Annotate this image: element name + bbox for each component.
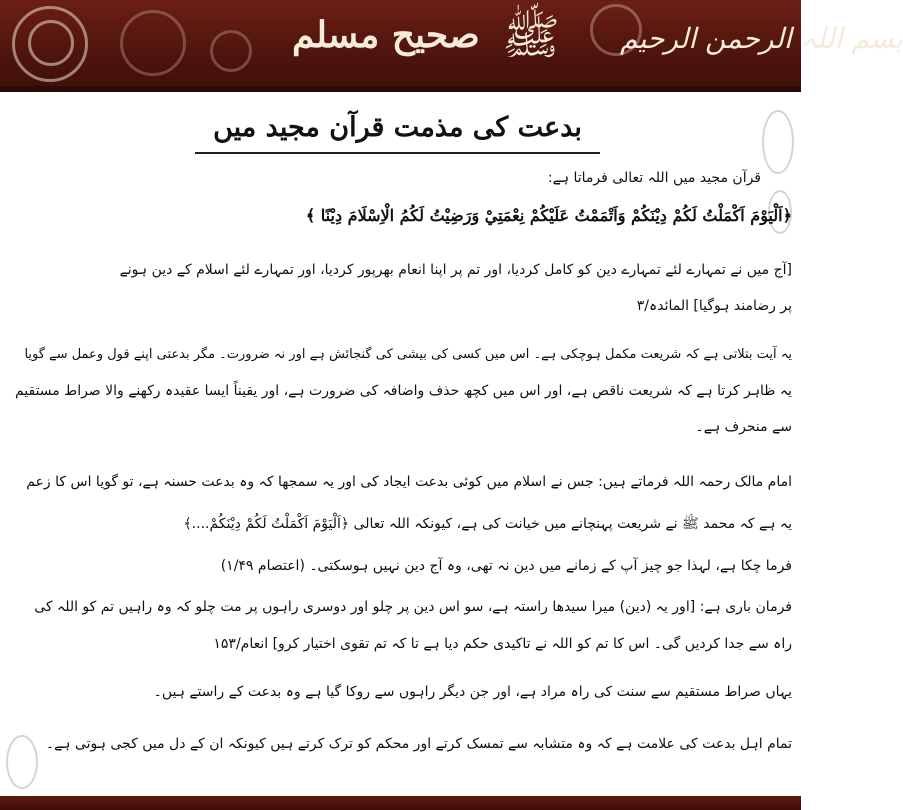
header-banner <box>0 0 903 92</box>
header-divider <box>0 86 801 92</box>
text-line: یہ آیت بتلاتی ہے کہ شریعت مکمل ہوچکی ہے۔ اس میں کسی کی بیشی کی گنجائش ہے اور نہ ضرورت۔ مگر بدعتی اپنے قول وعمل سے گویا <box>24 347 792 362</box>
title-underline <box>195 152 600 154</box>
footer-band <box>0 796 801 810</box>
page-title: بدعت کی مذمت قرآن مجید میں <box>213 112 582 143</box>
calligraphy-bismillah: بسم اللہ الرحمن الرحیم <box>620 22 903 55</box>
calligraphy-salawat: ﷺ <box>502 9 560 65</box>
text-line: راہ سے جدا کردیں گی۔ اس کا تم کو اللہ نے تاکیدی حکم دیا ہے تا کہ تم تقوی اختیار کرو] انعام/۱۵۳ <box>213 636 792 652</box>
swirl-ornament <box>28 20 74 66</box>
swirl-ornament <box>210 30 252 72</box>
text-line: قرآن مجید میں اللہ تعالی فرماتا ہے: <box>547 170 761 186</box>
text-line: یہاں صراط مستقیم سے سنت کی راہ مراد ہے، اور جن دیگر راہوں سے روکا گیا ہے وہ بدعت کے راستے ہیں۔ <box>153 684 792 700</box>
text-line: یہ ہے کہ محمد ﷺ نے شریعت پہنچانے میں خیانت کی ہے، کیونکہ اللہ تعالی ﴿اَلْيَوْمَ اَكْمَلْتُ لَكُمْ دِيْنَكُمْ....﴾ <box>183 516 792 532</box>
text-line: تمام اہل بدعت کی علامت ہے کہ وہ متشابہ سے تمسک کرتے اور محکم کو ترک کرتے ہیں کیونکہ ان کے دل میں کجی ہوتی ہے۔ <box>45 736 792 752</box>
text-line: فرمان باری ہے: [اور یہ (دین) میرا سیدھا راستہ ہے، سو اس دین پر چلو اور دوسری راہوں پر مت چلو کہ وہ راہیں تم کو اللہ کی <box>34 599 792 615</box>
calligraphy-sahih-muslim: صحیح مسلم <box>292 14 480 56</box>
swirl-ornament <box>120 10 186 76</box>
floral-decoration-right <box>762 110 794 174</box>
text-line: سے منحرف ہے۔ <box>695 419 792 435</box>
text-line: امام مالک رحمہ اللہ فرماتے ہیں: جس نے اسلام میں کوئی بدعت ایجاد کی اور یہ سمجھا کہ وہ بدعت حسنہ ہے، تو گویا اس کا زعم <box>26 474 792 490</box>
text-line: پر رضامند ہوگیا] المائدہ/۳ <box>636 298 792 314</box>
text-line: [آج میں نے تمہارے لئے تمہارے دین کو کامل کردیا، اور تم پر اپنا انعام بھرپور کردیا، اور تمہارے لئے اسلام کے دین ہونے <box>119 262 792 278</box>
text-line: فرما چکا ہے، لہذا جو چیز آپ کے زمانے میں دین نہ تھی، وہ آج دین نہیں ہوسکتی۔ (اعتصام ۱/۴۹) <box>220 558 792 574</box>
quran-verse: ﴿اَلْيَوْمَ اَكْمَلْتُ لَكُمْ دِيْنَكُمْ وَاَتْمَمْتُ عَلَيْكُمْ نِعْمَتِيْ وَرَضِيْتُ لَكُمُ الْاِسْلَامَ دِيْنًا ﴾ <box>305 206 792 225</box>
text-line: یہ ظاہر کرتا ہے کہ شریعت ناقص ہے، اور اس میں کچھ حذف واضافہ کی ضرورت ہے، اور یقیناً ایسا عقیدہ رکھنے والا صراط مستقیم <box>14 383 792 399</box>
